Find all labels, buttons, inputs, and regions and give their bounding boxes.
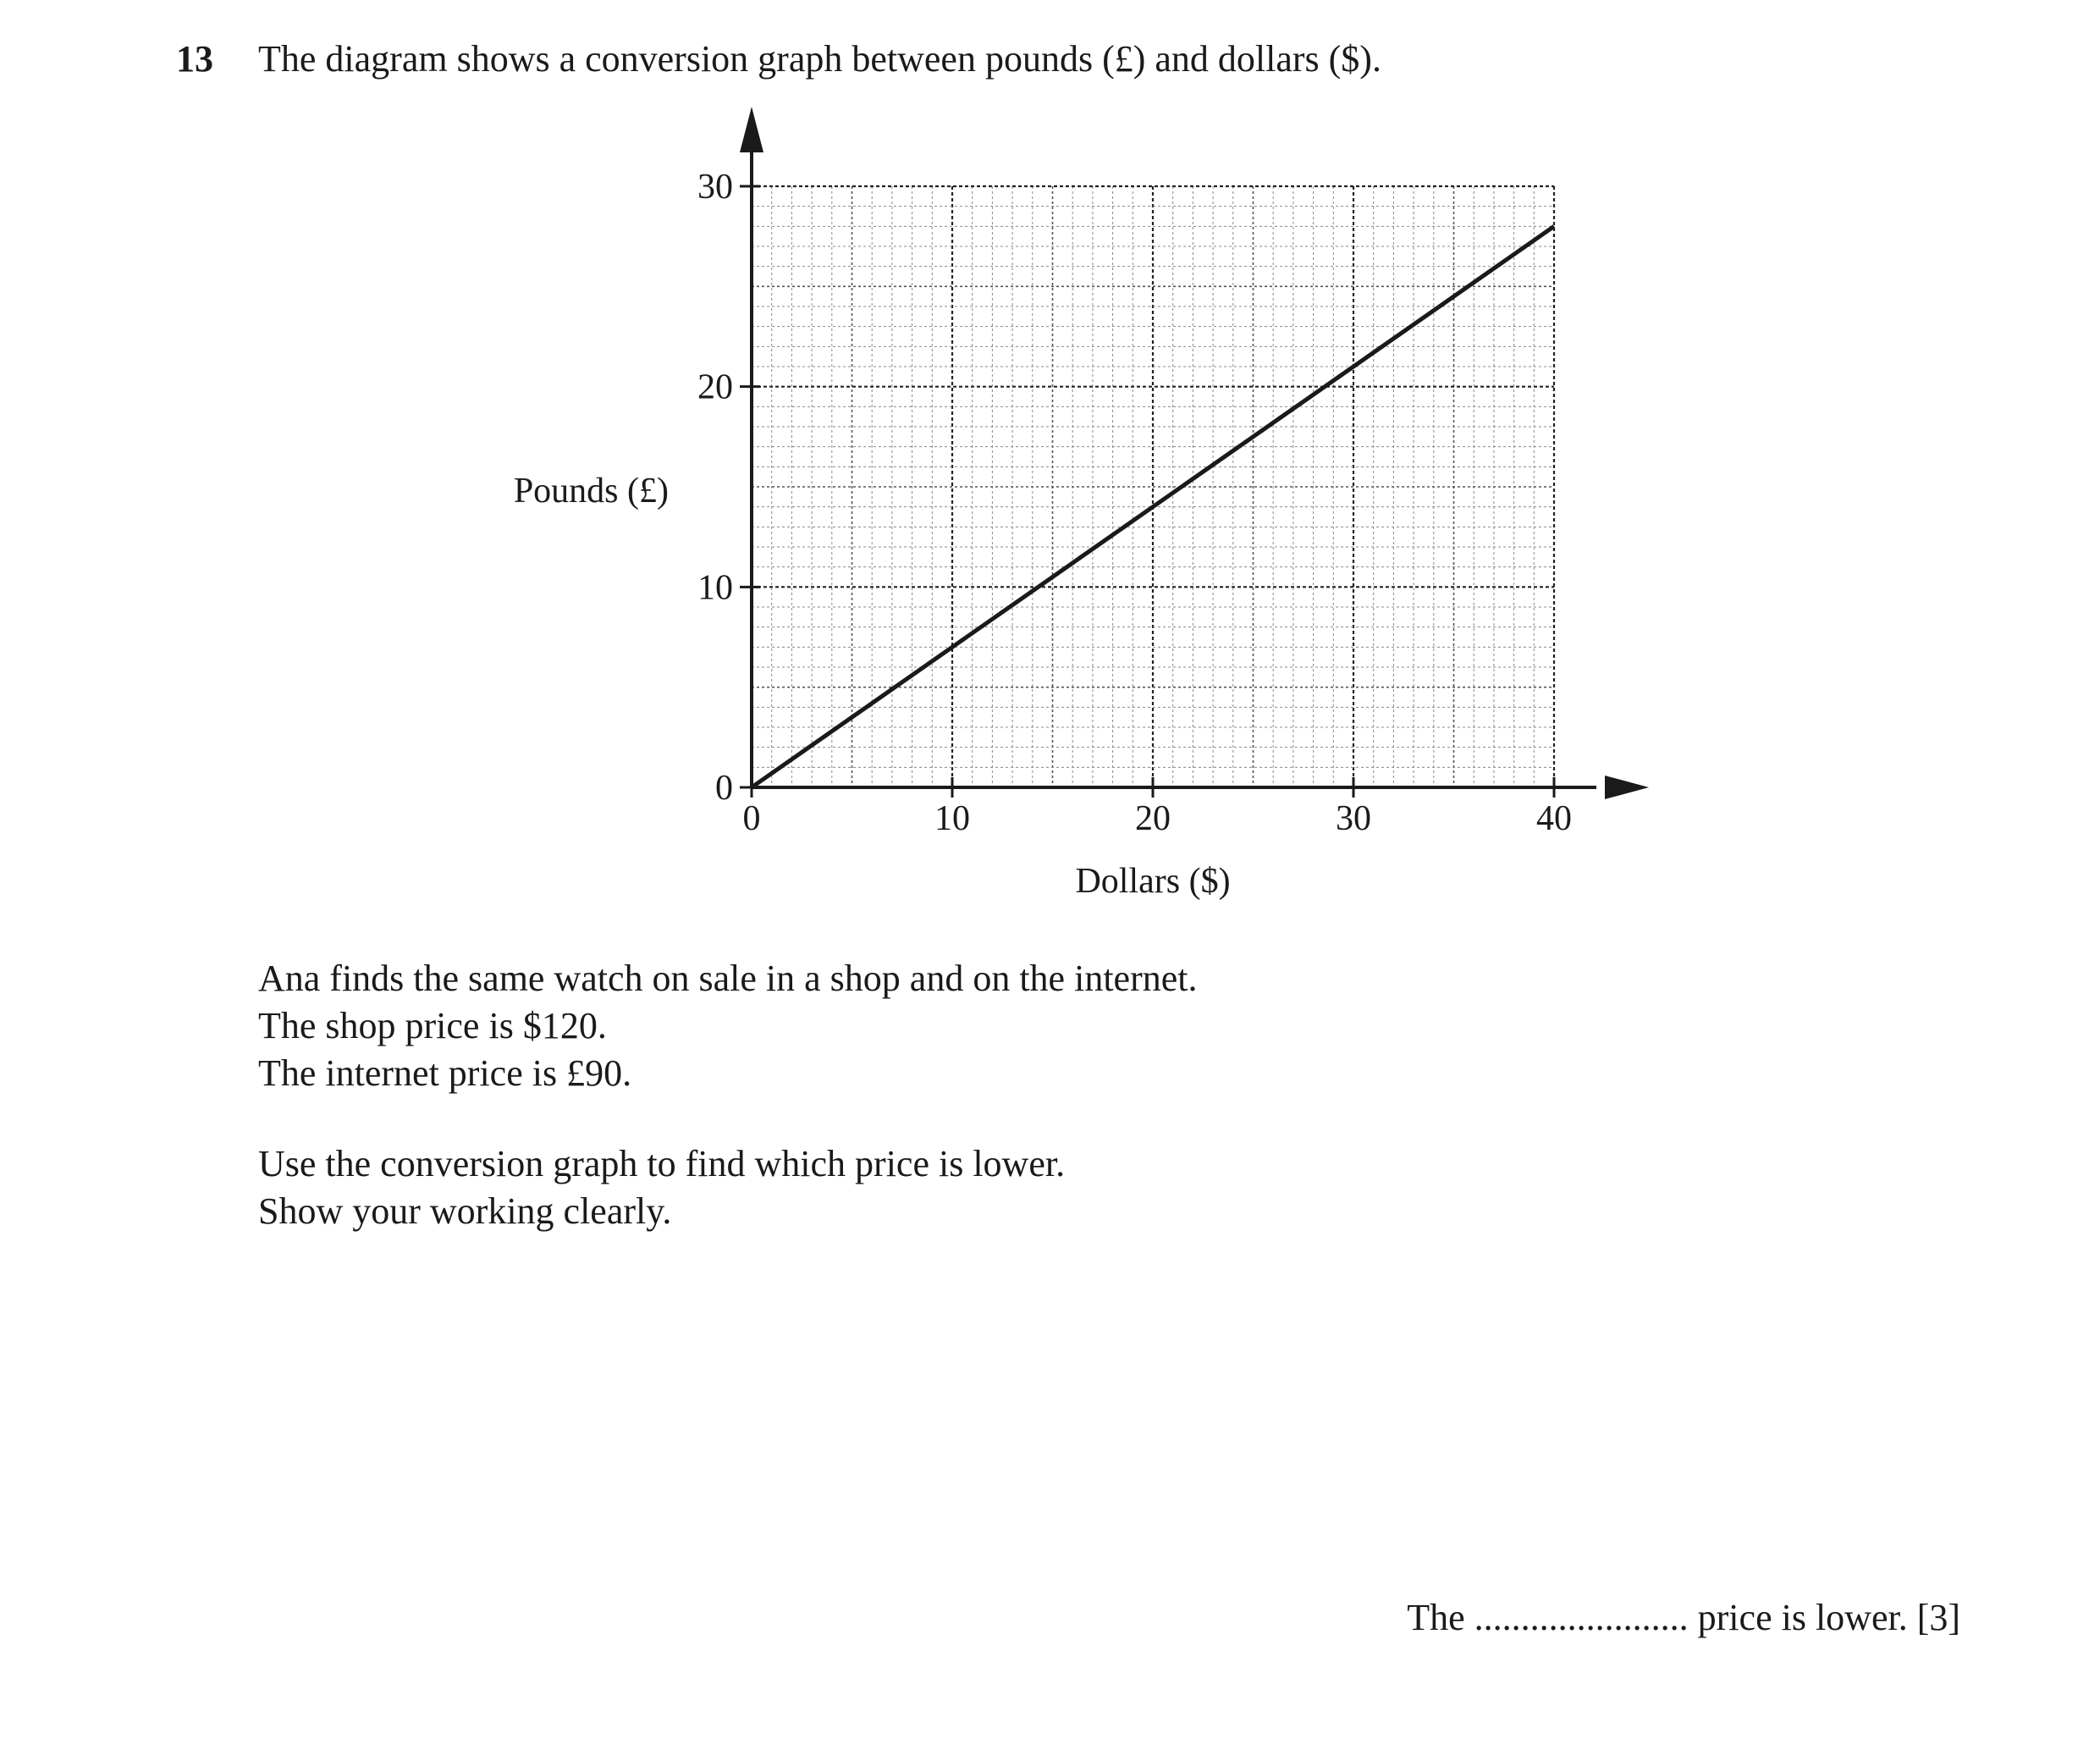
paragraph-1-line: The internet price is £90. [258, 1052, 632, 1094]
y-axis-label: Pounds (£) [513, 472, 669, 511]
x-axis-arrow [1605, 776, 1649, 799]
chart-ticks [697, 168, 1572, 838]
x-tick-label: 0 [742, 799, 761, 838]
chart-grid [752, 186, 1554, 787]
paragraph-2-line: Show your working clearly. [258, 1190, 672, 1232]
paragraph-2-line: Use the conversion graph to find which price is lower. [258, 1143, 1066, 1184]
paragraph-1-line: The shop price is $120. [258, 1005, 607, 1046]
paragraph-1 [258, 955, 1197, 1097]
paragraph-1-line: Ana finds the same watch on sale in a shop and on the internet. [258, 958, 1198, 999]
y-tick-label: 30 [697, 168, 733, 207]
answer-line[interactable]: The ....................... price is lower. [3] [1407, 1597, 1960, 1638]
y-tick-label: 10 [697, 568, 733, 608]
paragraph-2 [258, 1140, 1065, 1235]
question-intro: The diagram shows a conversion graph between pounds (£) and dollars ($). [258, 38, 1381, 80]
x-axis-label: Dollars ($) [1075, 862, 1231, 901]
y-tick-label: 20 [697, 367, 733, 407]
x-tick-label: 20 [1135, 799, 1171, 838]
x-tick-label: 10 [934, 799, 970, 838]
x-tick-label: 40 [1536, 799, 1572, 838]
question-number: 13 [176, 38, 213, 80]
x-tick-label: 30 [1336, 799, 1371, 838]
chart-axes [740, 107, 1649, 799]
y-tick-label: 0 [715, 769, 733, 808]
y-axis-arrow [740, 107, 763, 152]
